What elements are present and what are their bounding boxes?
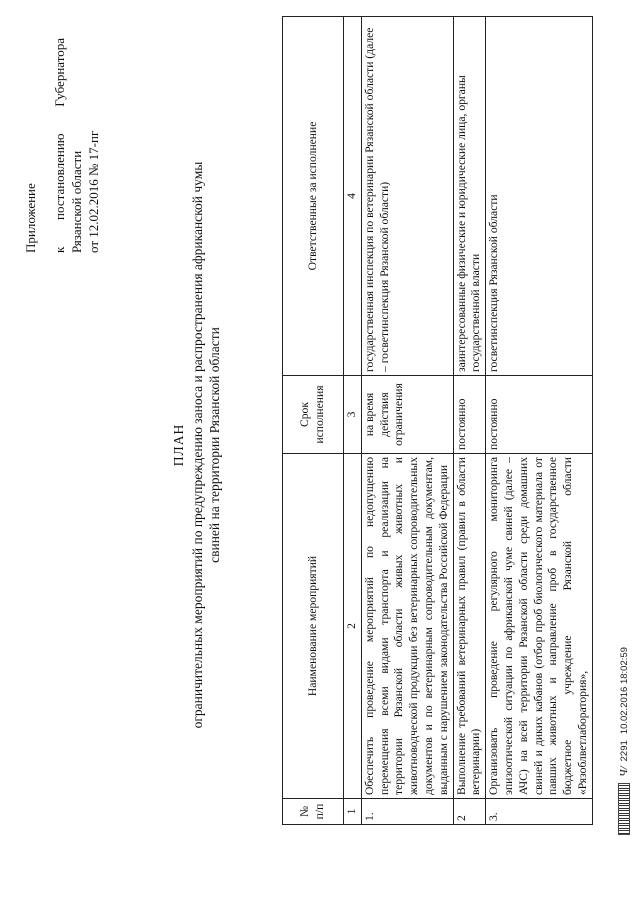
row-measure: Обеспечить проведение мероприятий по недопущению перемещения всеми видами транспорта и реализации на территории Рязанской области живых животных и животноводческой продукции без ветеринарных сопроводительных документов и по ветеринарным сопроводительным документам, выданным с нарушением законодательства Российской Федерации [361,454,453,799]
appendix-line-decree: к постановлению Губернатора [52,38,67,253]
header-term: Срок исполнения [283,376,344,454]
stamp-doc-number: 2291 [618,740,630,762]
title-plan: ПЛАН [171,423,186,467]
table-header-row [283,17,344,825]
appendix-block [22,38,102,253]
row-term: на время действия ограничения [361,376,453,454]
column-number: 1 [344,799,362,825]
header-number: № п/п [283,799,344,825]
table-row [453,17,486,825]
document-title [170,145,223,745]
row-responsible: заинтересованные физические и юридические лица, органы государственной власти [453,17,486,376]
barcode-icon [618,783,630,835]
plan-table [282,16,593,825]
row-number: 1. [361,799,453,825]
row-responsible: госветинспекция Рязанской области [486,17,593,376]
title-line-2: свиней на территории Рязанской области [207,327,222,563]
column-number: 4 [344,17,362,376]
column-number: 2 [344,454,362,799]
row-term: постоянно [486,376,593,454]
row-measure: Выполнение требований ветеринарных правил (правил в области ветеринарии) [453,454,486,799]
header-responsible: Ответственные за исполнение [283,17,344,376]
row-measure: Организовать проведение регулярного мониторинга эпизоотической ситуации по африканской чуме свиней (далее – АЧС) на всей территории Рязанской области среди домашних свиней и диких кабанов (отбор проб биологического материала от павших животных и направление проб в государственное бюджетное учреждение Рязанской области «Рязоблветлаборатория», [486,454,593,799]
row-term: постоянно [453,376,486,454]
stamp-signature: Ч/ [618,766,630,777]
title-line-1: ограничительных мероприятий по предупреждению заноса и распространения африканской чумы [190,161,205,729]
appendix-line-date: от 12.02.2016 № 17-пг [86,130,101,253]
row-responsible: государственная инспекция по ветеринарии Рязанской области (далее – госветинспекция Рязанской области) [361,17,453,376]
row-number: 3. [486,799,593,825]
row-number: 2 [453,799,486,825]
column-number-row [344,17,362,825]
appendix-line-region: Рязанской области [69,150,84,253]
column-number: 3 [344,376,362,454]
table-row [361,17,453,825]
appendix-title: Приложение [23,183,38,253]
stamp-datetime: 10.02.2016 18:02:59 [618,647,630,735]
registration-stamp [617,647,631,835]
header-name: Наименование мероприятий [283,454,344,799]
table-row [486,17,593,825]
